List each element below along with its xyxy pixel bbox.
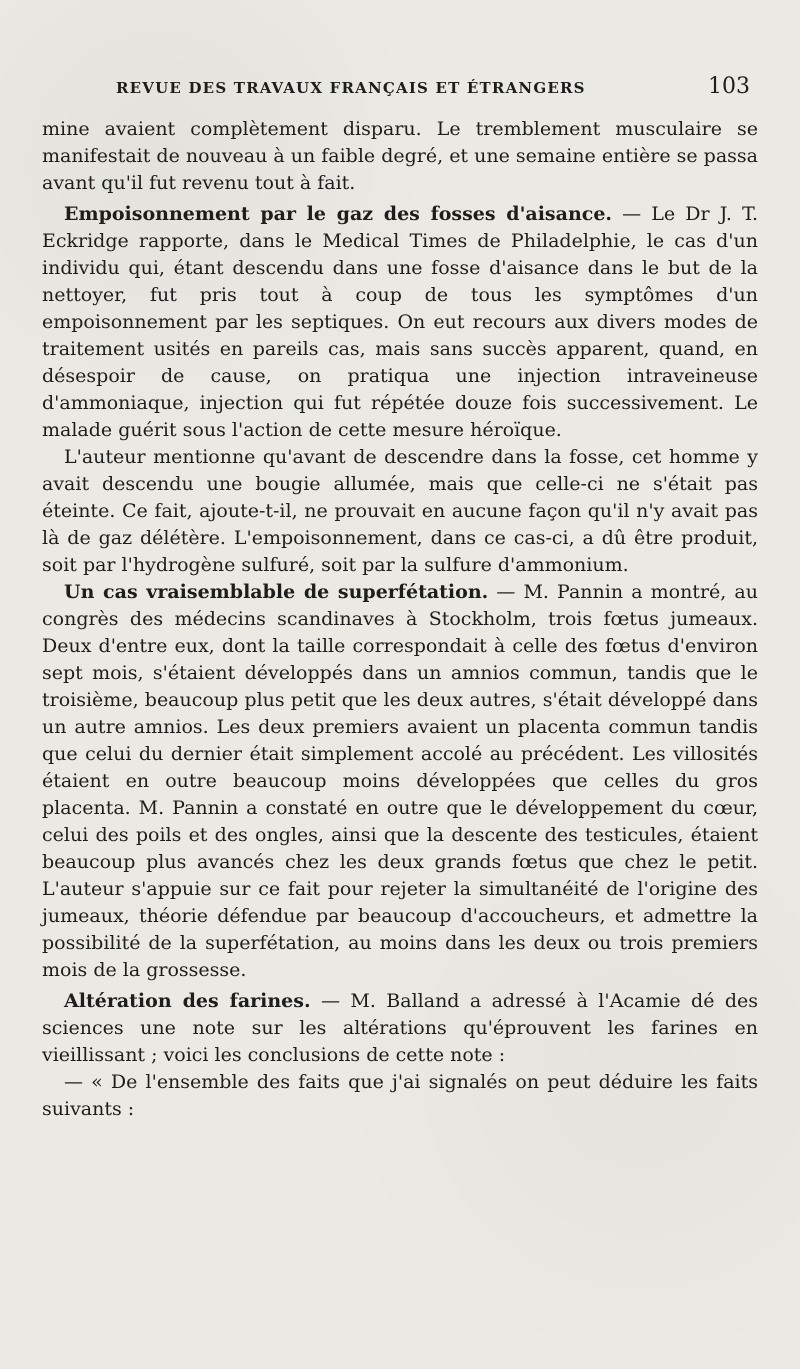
section-title: Un cas vraisemblable de superfétation. (64, 581, 489, 603)
paragraph-text: mine avaient complètement disparu. Le tremblement musculaire se manifestait de nouveau à un faible degré, et une semaine entière se passa avant qu'il fut revenu tout à fait. (42, 118, 758, 194)
paragraph-2 (42, 201, 758, 444)
paragraph-3 (42, 444, 758, 579)
body-text (42, 116, 758, 1123)
page-number: 103 (708, 74, 750, 99)
page-header (42, 74, 758, 106)
running-head: REVUE DES TRAVAUX FRANÇAIS ET ÉTRANGERS (116, 79, 586, 97)
paragraph-1 (42, 116, 758, 197)
paragraph-text: — M. Pannin a montré, au congrès des médecins scandinaves à Stockholm, trois fœtus jumeaux. Deux d'entre eux, dont la taille correspondait à celle des fœtus d'environ sept mois, s'étaient développés dans un amnios commun, tandis que le troisième, beaucoup plus petit que les deux autres, s'était développé dans un autre amnios. Les deux premiers avaient un placenta commun tandis que celui du dernier était simplement accolé au précédent. Les villosités étaient en outre beaucoup moins développées que celles du gros placenta. M. Pannin a constaté en outre que le développement du cœur, celui des poils et des ongles, ainsi que la descente des testicules, étaient beaucoup plus avancés chez les deux grands fœtus que chez le petit. L'auteur s'appuie sur ce fait pour rejeter la simultanéité de l'origine des jumeaux, théorie défendue par beaucoup d'accoucheurs, et admettre la possibilité de la superfétation, au moins dans les deux ou trois premiers mois de la grossesse. (42, 581, 758, 981)
paragraph-4 (42, 579, 758, 984)
paragraph-text: L'auteur mentionne qu'avant de descendre dans la fosse, cet homme y avait descendu une bougie allumée, mais que celle-ci ne s'était pas éteinte. Ce fait, ajoute-t-il, ne prouvait en aucune façon qu'il n'y avait pas là de gaz délétère. L'empoisonnement, dans ce cas-ci, a dû être produit, soit par l'hydrogène sulfuré, soit par la sulfure d'ammonium. (42, 446, 758, 576)
paragraph-text: — M. Balland a adressé à l'Acamie dé des sciences une note sur les altérations qu'éprouvent les farines en vieillissant ; voici les conclusions de cette note : (42, 990, 758, 1066)
paragraph-5 (42, 988, 758, 1069)
section-title: Empoisonnement par le gaz des fosses d'aisance. (64, 203, 613, 225)
paragraph-text: — Le Dr J. T. Eckridge rapporte, dans le Medical Times de Philadelphie, le cas d'un individu qui, étant descendu dans une fosse d'aisance dans le but de la nettoyer, fut pris tout à coup de tous les symptômes d'un empoisonnement par les septiques. On eut recours aux divers modes de traitement usités en pareils cas, mais sans succès apparent, quand, en désespoir de cause, on pratiqua une injection intraveineuse d'ammoniaque, injection qui fut répétée douze fois successivement. Le malade guérit sous l'action de cette mesure héroïque. (42, 203, 758, 441)
section-title: Altération des farines. (64, 990, 311, 1012)
paragraph-text: — « De l'ensemble des faits que j'ai signalés on peut déduire les faits suivants : (42, 1071, 758, 1120)
paragraph-6 (42, 1069, 758, 1123)
